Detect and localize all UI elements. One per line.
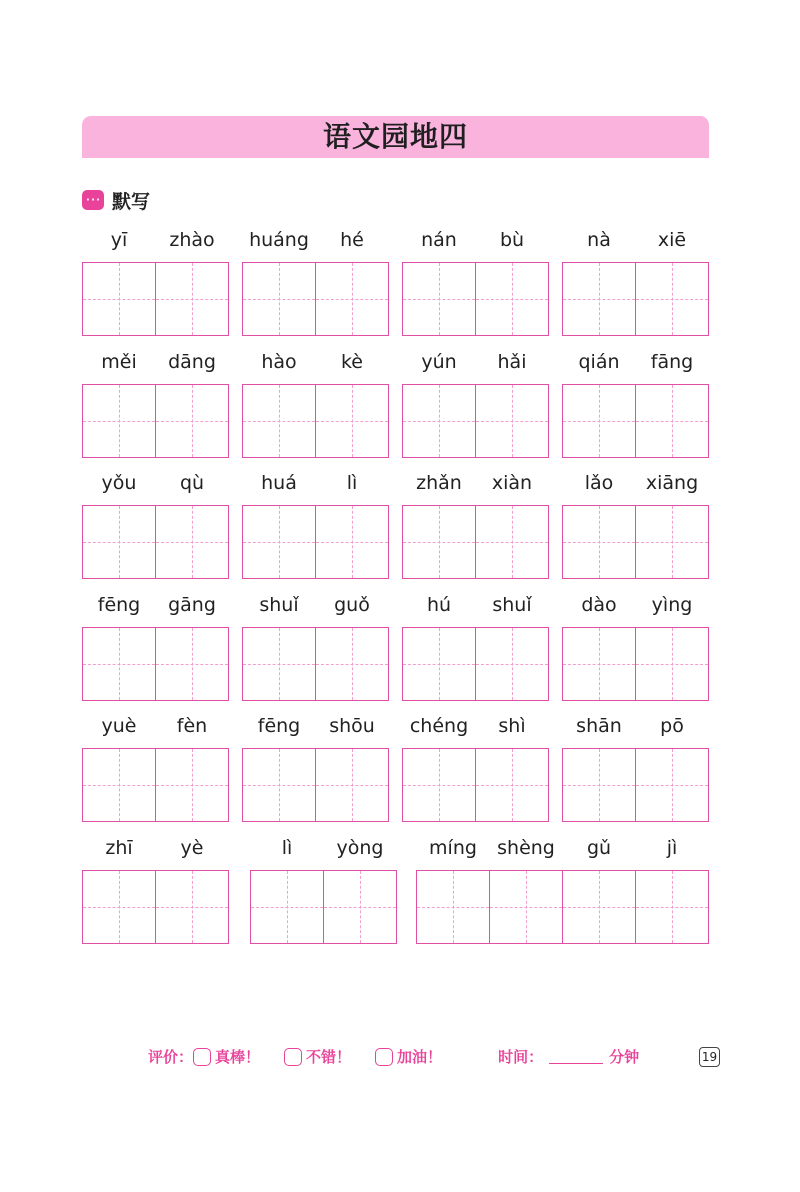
- tian-zi-box[interactable]: [156, 505, 229, 579]
- tian-zi-box[interactable]: [562, 627, 636, 701]
- tian-zi-box[interactable]: [82, 870, 156, 944]
- pinyin-label: shuǐ: [492, 594, 532, 616]
- tian-zi-box[interactable]: [316, 262, 389, 336]
- tian-zi-box[interactable]: [402, 748, 476, 822]
- tian-zi-box[interactable]: [156, 627, 229, 701]
- tian-zi-box[interactable]: [156, 384, 229, 458]
- pinyin-label: kè: [340, 351, 363, 373]
- char-box-group: [82, 870, 229, 943]
- tian-zi-box[interactable]: [242, 748, 316, 822]
- pinyin-label: yī: [110, 229, 128, 251]
- pinyin-label: hú: [426, 594, 452, 616]
- tian-zi-box[interactable]: [636, 870, 709, 944]
- pinyin-label: zhī: [105, 837, 133, 859]
- tian-zi-box[interactable]: [402, 505, 476, 579]
- option-keep-trying: 加油！: [397, 1048, 443, 1066]
- tian-zi-box[interactable]: [636, 748, 709, 822]
- tian-zi-box[interactable]: [476, 748, 549, 822]
- pinyin-label: qián: [578, 351, 620, 373]
- pinyin-label: fēng: [97, 594, 141, 616]
- pinyin-label: dāng: [168, 351, 216, 373]
- pinyin-label: xiē: [657, 229, 687, 251]
- tian-zi-box[interactable]: [563, 870, 636, 944]
- tian-zi-box[interactable]: [476, 384, 549, 458]
- char-box-group: [242, 505, 389, 578]
- section-header: [82, 187, 150, 213]
- char-box-group: [82, 262, 229, 335]
- evaluation-footer: [148, 1046, 639, 1067]
- pinyin-label: chéng: [409, 715, 469, 737]
- char-box-group: [402, 627, 549, 700]
- option-great: 真棒！: [215, 1048, 261, 1066]
- tian-zi-box[interactable]: [562, 505, 636, 579]
- char-box-group: [562, 748, 709, 821]
- char-box-group: [250, 870, 397, 943]
- section-label: 默写: [112, 190, 151, 213]
- tian-zi-box[interactable]: [636, 505, 709, 579]
- page-number: 19: [699, 1047, 720, 1067]
- checkbox-keep-trying[interactable]: [375, 1048, 393, 1066]
- tian-zi-box[interactable]: [82, 384, 156, 458]
- tian-zi-box[interactable]: [316, 384, 389, 458]
- tian-zi-box[interactable]: [476, 627, 549, 701]
- pinyin-label: shān: [576, 715, 622, 737]
- char-box-group: [416, 870, 709, 943]
- pinyin-label: nán: [421, 229, 457, 251]
- pinyin-label: hé: [340, 229, 364, 251]
- char-box-group: [402, 505, 549, 578]
- time-label: 时间：: [498, 1048, 544, 1066]
- char-box-group: [562, 505, 709, 578]
- tian-zi-box[interactable]: [416, 870, 490, 944]
- pinyin-label: shōu: [329, 715, 375, 737]
- tian-zi-box[interactable]: [402, 262, 476, 336]
- pinyin-label: lì: [281, 837, 293, 859]
- dots-icon: ···: [82, 190, 104, 210]
- checkbox-good[interactable]: [284, 1048, 302, 1066]
- pinyin-label: gāng: [168, 594, 216, 616]
- pinyin-label: lǎo: [584, 472, 614, 494]
- tian-zi-box[interactable]: [476, 505, 549, 579]
- pinyin-label: fèn: [176, 715, 208, 737]
- pinyin-label: míng: [429, 837, 477, 859]
- tian-zi-box[interactable]: [636, 627, 709, 701]
- pinyin-label: hǎi: [497, 351, 527, 373]
- tian-zi-box[interactable]: [82, 505, 156, 579]
- pinyin-label: qù: [179, 472, 205, 494]
- page-title: 语文园地四: [322, 120, 468, 153]
- pinyin-label: shèng: [497, 837, 555, 859]
- pinyin-label: dào: [581, 594, 617, 616]
- tian-zi-box[interactable]: [250, 870, 324, 944]
- pinyin-label: zhào: [169, 229, 215, 251]
- pinyin-label: xiàn: [491, 472, 533, 494]
- pinyin-label: zhǎn: [416, 472, 462, 494]
- tian-zi-box[interactable]: [242, 384, 316, 458]
- char-box-group: [82, 748, 229, 821]
- tian-zi-box[interactable]: [82, 262, 156, 336]
- char-box-group: [242, 262, 389, 335]
- pinyin-label: jì: [666, 837, 678, 859]
- char-box-group: [82, 505, 229, 578]
- tian-zi-box[interactable]: [316, 505, 389, 579]
- tian-zi-box[interactable]: [324, 870, 397, 944]
- time-blank[interactable]: [549, 1049, 603, 1064]
- pinyin-label: xiāng: [645, 472, 699, 494]
- tian-zi-box[interactable]: [636, 262, 709, 336]
- time-unit: 分钟: [609, 1048, 640, 1066]
- pinyin-label: pō: [660, 715, 684, 737]
- pinyin-label: bù: [499, 229, 525, 251]
- char-box-group: [242, 627, 389, 700]
- char-box-group: [242, 384, 389, 457]
- tian-zi-box[interactable]: [636, 384, 709, 458]
- char-box-group: [402, 384, 549, 457]
- pinyin-label: hào: [261, 351, 297, 373]
- pinyin-label: huá: [261, 472, 297, 494]
- char-box-group: [402, 262, 549, 335]
- pinyin-label: yún: [421, 351, 457, 373]
- char-box-group: [242, 748, 389, 821]
- title-banner: [82, 116, 709, 158]
- pinyin-label: nà: [587, 229, 611, 251]
- pinyin-label: yǒu: [101, 472, 137, 494]
- tian-zi-box[interactable]: [156, 870, 229, 944]
- pinyin-label: yìng: [651, 594, 693, 616]
- eval-label: 评价：: [148, 1048, 194, 1066]
- tian-zi-box[interactable]: [316, 627, 389, 701]
- pinyin-label: yòng: [336, 837, 384, 859]
- tian-zi-box[interactable]: [242, 627, 316, 701]
- pinyin-label: gǔ: [586, 837, 612, 859]
- tian-zi-box[interactable]: [402, 627, 476, 701]
- char-box-group: [562, 384, 709, 457]
- tian-zi-box[interactable]: [242, 505, 316, 579]
- char-box-group: [82, 384, 229, 457]
- tian-zi-box[interactable]: [562, 748, 636, 822]
- char-box-group: [82, 627, 229, 700]
- char-box-group: [562, 627, 709, 700]
- pinyin-label: yè: [180, 837, 204, 859]
- pinyin-label: měi: [101, 351, 137, 373]
- pinyin-label: lì: [346, 472, 358, 494]
- tian-zi-box[interactable]: [156, 262, 229, 336]
- pinyin-label: yuè: [101, 715, 137, 737]
- tian-zi-box[interactable]: [490, 870, 563, 944]
- option-good: 不错！: [306, 1048, 352, 1066]
- tian-zi-box[interactable]: [242, 262, 316, 336]
- pinyin-label: fāng: [650, 351, 694, 373]
- tian-zi-box[interactable]: [562, 384, 636, 458]
- tian-zi-box[interactable]: [402, 384, 476, 458]
- pinyin-label: shì: [498, 715, 526, 737]
- tian-zi-box[interactable]: [82, 748, 156, 822]
- pinyin-label: fēng: [257, 715, 301, 737]
- checkbox-great[interactable]: [193, 1048, 211, 1066]
- tian-zi-box[interactable]: [476, 262, 549, 336]
- tian-zi-box[interactable]: [562, 262, 636, 336]
- pinyin-label: shuǐ: [259, 594, 299, 616]
- tian-zi-box[interactable]: [82, 627, 156, 701]
- pinyin-label: huáng: [249, 229, 309, 251]
- pinyin-label: guǒ: [334, 594, 370, 616]
- char-box-group: [562, 262, 709, 335]
- tian-zi-box[interactable]: [316, 748, 389, 822]
- tian-zi-box[interactable]: [156, 748, 229, 822]
- char-box-group: [402, 748, 549, 821]
